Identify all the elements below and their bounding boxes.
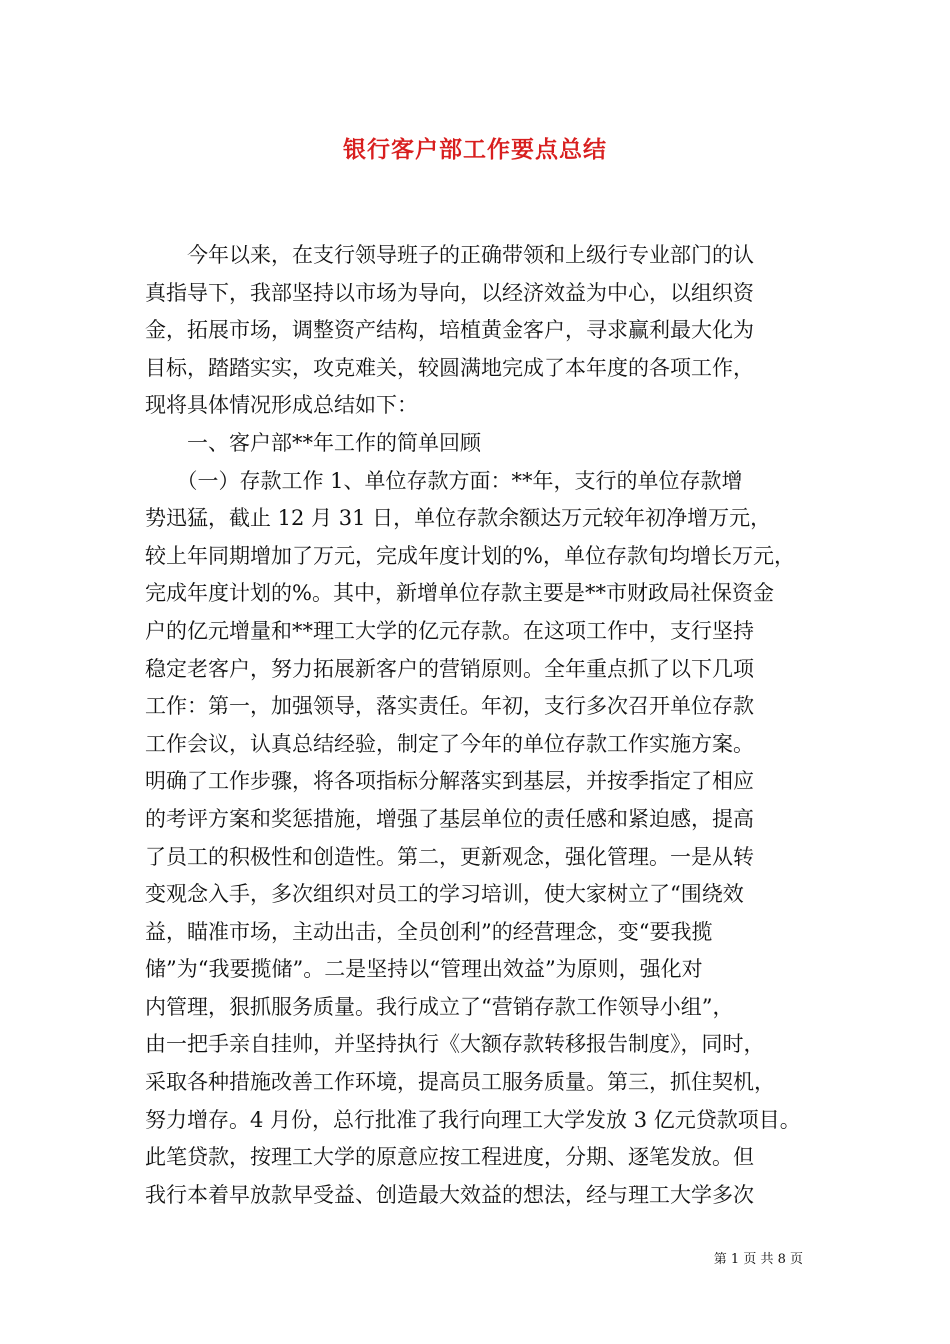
body-line: 了员工的积极性和创造性。第二，更新观念，强化管理。一是从转	[145, 844, 754, 869]
document-body	[145, 237, 825, 1214]
section-heading: 一、客户部**年工作的简单回顾	[145, 430, 481, 455]
page-number: 第 1 页 共 8 页	[713, 1252, 803, 1267]
body-line: 今年以来，在支行领导班子的正确带领和上级行专业部门的认	[145, 243, 754, 267]
body-line: 金，拓展市场，调整资产结构，培植黄金客户，寻求赢利最大化为	[145, 318, 754, 343]
body-line: 益，瞄准市场，主动出击，全员创利”的经营理念，变“要我揽	[145, 919, 713, 944]
body-line: 的考评方案和奖惩措施，增强了基层单位的责任感和紧迫感，提高	[145, 806, 754, 831]
body-line: 较上年同期增加了万元，完成年度计划的%，单位存款旬均增长万元，	[145, 543, 795, 568]
body-line: 真指导下，我部坚持以市场为导向，以经济效益为中心，以组织资	[145, 280, 754, 305]
body-line: 此笔贷款，按理工大学的原意应按工程进度，分期、逐笔发放。但	[145, 1145, 754, 1170]
body-line: 我行本着早放款早受益、创造最大效益的想法，经与理工大学多次	[145, 1182, 754, 1207]
body-line: 完成年度计划的%。其中，新增单位存款主要是**市财政局社保资金	[145, 581, 774, 606]
body-line: 努力增存。4 月份，总行批准了我行向理工大学发放 3 亿元贷款项目。	[145, 1107, 801, 1132]
body-line: 工作：第一，加强领导，落实责任。年初，支行多次召开单位存款	[145, 694, 754, 719]
body-line: 稳定老客户，努力拓展新客户的营销原则。全年重点抓了以下几项	[145, 656, 754, 681]
document-title: 银行客户部工作要点总结	[343, 136, 607, 163]
body-line: 户的亿元增量和**理工大学的亿元存款。在这项工作中，支行坚持	[145, 618, 754, 643]
body-line: 势迅猛，截止 12 月 31 日，单位存款余额达万元较年初净增万元，	[145, 506, 772, 531]
body-line: 采取各种措施改善工作环境，提高员工服务质量。第三，抓住契机，	[145, 1070, 775, 1095]
body-line: 由一把手亲自挂帅，并坚持执行《大额存款转移报告制度》，同时，	[145, 1032, 765, 1057]
body-line: 变观念入手，多次组织对员工的学习培训，使大家树立了“围绕效	[145, 882, 744, 907]
body-line: 目标，踏踏实实，攻克难关，较圆满地完成了本年度的各项工作，	[145, 355, 754, 380]
body-line: 内管理，狠抓服务质量。我行成立了“营销存款工作领导小组”，	[145, 994, 734, 1019]
body-line: 现将具体情况形成总结如下：	[145, 393, 418, 418]
body-line: 明确了工作步骤，将各项指标分解落实到基层，并按季指定了相应	[145, 769, 754, 794]
body-line: （一）存款工作 1、单位存款方面：**年，支行的单位存款增	[145, 468, 743, 493]
body-line: 储”为“我要揽储”。二是坚持以“管理出效益”为原则，强化对	[145, 957, 703, 982]
body-line: 工作会议，认真总结经验，制定了今年的单位存款工作实施方案。	[145, 731, 754, 756]
